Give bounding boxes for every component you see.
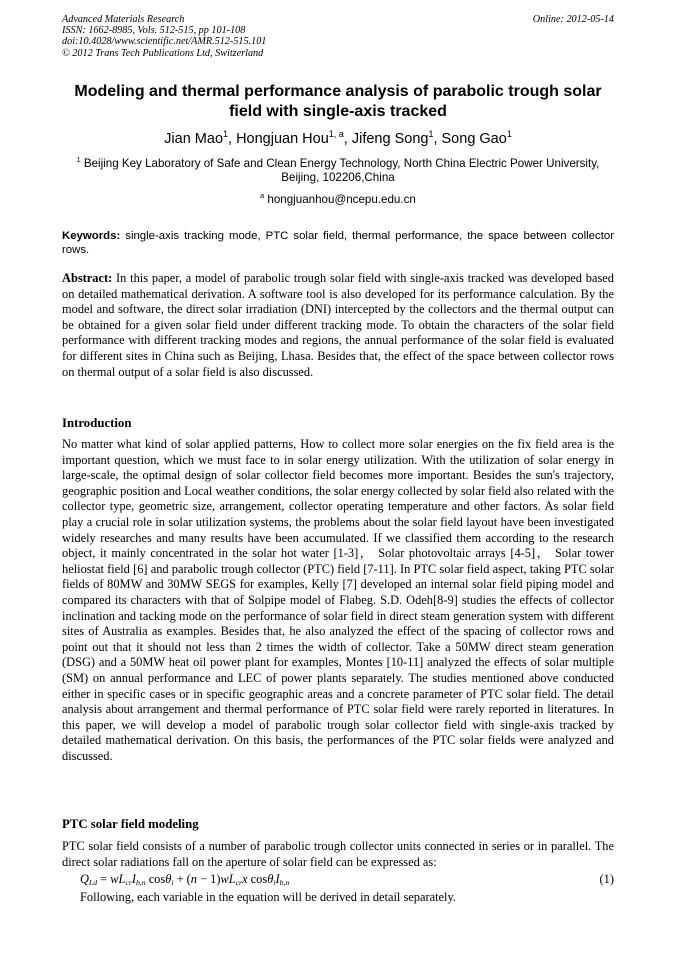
copyright-line: © 2012 Trans Tech Publications Ltd, Switzerland	[62, 47, 264, 59]
equation-1	[80, 871, 614, 889]
abstract-text: In this paper, a model of parabolic trough solar field with single-axis tracked was developed based on detailed mathematical derivation. A software tool is also developed for its performance calculation. By the model and software, the direct solar irradiation (DNI) intercepted by the collectors and the thermal output can be obtained for a given solar field under different tracking mode. To obtain the characters of the solar field performance with different tracking modes and regions, the annual performance of the solar field is evaluated for different sites in China such as Beijing, Lhasa. Besides that, the effect of the space between collector rows on thermal output of a solar field is also discussed.	[62, 271, 614, 379]
online-date: Online: 2012-05-14	[532, 14, 614, 25]
ptc-section-heading: PTC solar field modeling	[62, 817, 199, 831]
introduction-text: No matter what kind of solar applied patterns, How to collect more solar energies on the fix field area is the important question, which we must face to in solar energy utilization. With the utilization of solar energy in large-scale, the optimal design of solar collector field becomes more important. Besides the sun's trajectory, geographic position and Local weather conditions, the solar energy collected by solar field also related with the collector type, geometric size, arrangement, collector operating temperature and other factors. As solar field play a crucial role in solar utilization systems, the problems about the solar field layout have been investigated widely researches and many results have been accumulated. If we classified them according to the research object, it mainly concentrated in the solar hot water [1-3]， Solar photovoltaic arrays [4-5]， Solar tower heliostat field [6] and parabolic trough collector (PTC) field [7-11]. In PTC solar field aspect, taking PTC solar fields of 80MW and 30MW SEGS for examples, Kelly [7] developed an internal solar field piping model and compared its characters with that of Solpipe model of Flabeg. S.D. Odeh[8-9] studies the effects of collector inclination and tacking mode on the performance of solar field in direct steam generation system with different sites of Australia as examples. Besides that, he also analyzed the effect of the spacing of collector rows and point out that it should not less than 2 times the width of collector. Take a 50MW direct steam generation (DSG) and a 50MW heat oil power plant for examples, Montes [10-11] analyzed the effects of solar multiple (SM) on annual performance and LEC of power plants separately. The studies mentioned above conducted either in specific cases or in specific geographic areas and a concrete parameter of PTC solar field. The detail analysis about arrangement and thermal performance of PTC solar field were rarely reported in literatures. In this paper, we will develop a model of parabolic trough solar collector field with single-axis tracked by detailed mathematical derivation. On this basis, the performances of the PTC solar fields were analyzed and discussed.	[62, 437, 615, 763]
author	[164, 131, 236, 147]
author-name: Jifeng Song	[351, 131, 429, 147]
keywords-text: single-axis tracking mode, PTC solar field, thermal performance, the space between collector rows.	[62, 230, 614, 256]
author-sup: 1	[506, 129, 512, 140]
author-sup: 1	[428, 129, 434, 140]
equation-expression: $Q_{Ld} = wL_{cr}I_{b,n}$ $\cos\theta_i + (n - 1)wL_{cr}x$ $\cos\theta_iI_{b,n}$	[80, 872, 290, 887]
following-text: Following, each variable in the equation will be derived in detail separately.	[80, 890, 456, 904]
abstract-label: Abstract:	[62, 271, 113, 285]
author-sep: ,	[433, 131, 442, 147]
keywords	[62, 229, 614, 257]
keywords-label: Keywords:	[62, 230, 121, 242]
journal-header	[62, 14, 266, 59]
author-name: Hongjuan Hou	[236, 131, 329, 147]
author-name: Song Gao	[441, 131, 507, 147]
equation-number: (1)	[599, 872, 614, 886]
email	[62, 193, 614, 207]
ptc-section-text: PTC solar field consists of a number of parabolic trough collector units connected in series or in parallel. The direct solar radiations fall on the aperture of solar field can be expressed as:	[62, 839, 614, 869]
author-sup: 1, a	[328, 129, 344, 140]
journal-name: Advanced Materials Research	[62, 14, 185, 25]
author-name: Jian Mao	[164, 131, 224, 147]
author-sep: ,	[228, 131, 237, 147]
affiliation-text: Beijing Key Laboratory of Safe and Clean Energy Technology, North China Electric Power University, Beijing, 102206,China	[83, 157, 600, 185]
email-sup: a	[260, 191, 265, 201]
doi-line: doi:10.4028/www.scientific.net/AMR.512-515.101	[62, 36, 267, 48]
abstract	[62, 271, 614, 380]
author-list	[62, 130, 614, 148]
author	[442, 131, 512, 147]
author	[236, 131, 352, 147]
affiliation-sup: 1	[76, 155, 81, 165]
affiliation	[62, 157, 614, 185]
author-sep: ,	[343, 131, 352, 147]
issn-line: ISSN: 1662-8985, Vols. 512-515, pp 101-108	[62, 25, 246, 37]
paper-title: Modeling and thermal performance analysis of parabolic trough solar field with single-axis tracked	[74, 83, 602, 120]
introduction-heading: Introduction	[62, 416, 132, 430]
author-sup: 1	[223, 129, 229, 140]
author	[352, 131, 442, 147]
email-text: hongjuanhou@ncepu.edu.cn	[267, 193, 416, 206]
